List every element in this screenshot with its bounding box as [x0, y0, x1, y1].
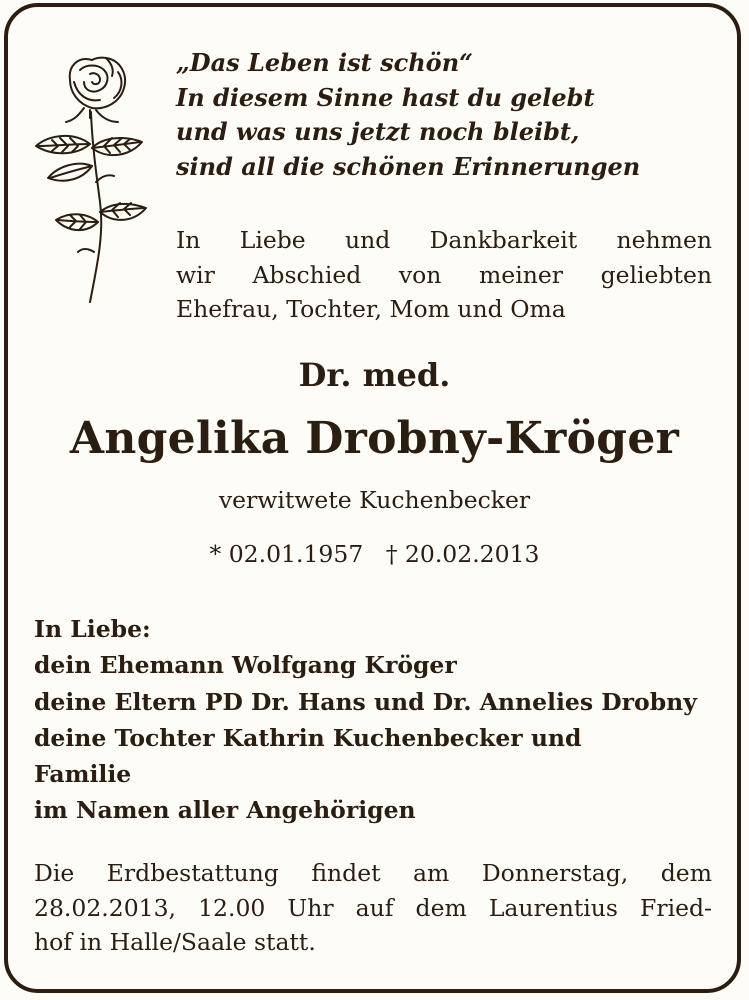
family-line: Familie — [34, 760, 132, 789]
academic-title: Dr. med. — [298, 356, 451, 394]
poem-line: „Das Leben ist schön“ — [176, 48, 473, 77]
family-line: deine Tochter Kathrin Kuchenbecker und — [34, 723, 582, 752]
family-line: deine Eltern PD Dr. Hans und Dr. Annelies Drobny — [34, 687, 697, 716]
family-line: dein Ehemann Wolfgang Kröger — [34, 651, 457, 680]
intro-text — [176, 223, 712, 327]
family-line: im Namen aller Angehörigen — [34, 796, 416, 825]
funeral-info — [34, 856, 712, 960]
rose-icon — [30, 52, 155, 310]
intro-line: Ehefrau, Tochter, Mom und Oma — [176, 295, 566, 323]
family-heading: In Liebe: — [34, 615, 151, 643]
funeral-line: 28.02.2013, 12.00 Uhr auf dem Laurentius Fried- — [34, 893, 712, 922]
life-dates: * 02.01.1957 † 20.02.2013 — [209, 540, 540, 568]
family-list — [34, 611, 724, 829]
intro-line: wir Abschied von meiner geliebten — [176, 260, 712, 289]
intro-line: In Liebe und Dankbarkeit nehmen — [176, 226, 712, 254]
funeral-line: Die Erdbestattung findet am Donnerstag, dem — [34, 859, 712, 887]
poem-line: sind all die schönen Erinnerungen — [176, 151, 641, 181]
deceased-name: Angelika Drobny-Kröger — [69, 413, 680, 464]
poem-line: In diesem Sinne hast du gelebt — [176, 82, 595, 112]
funeral-line: hof in Halle/Saale statt. — [34, 928, 316, 956]
maiden-name: verwitwete Kuchenbecker — [218, 486, 531, 514]
poem — [176, 46, 716, 184]
poem-line: und was uns jetzt noch bleibt, — [176, 117, 580, 146]
